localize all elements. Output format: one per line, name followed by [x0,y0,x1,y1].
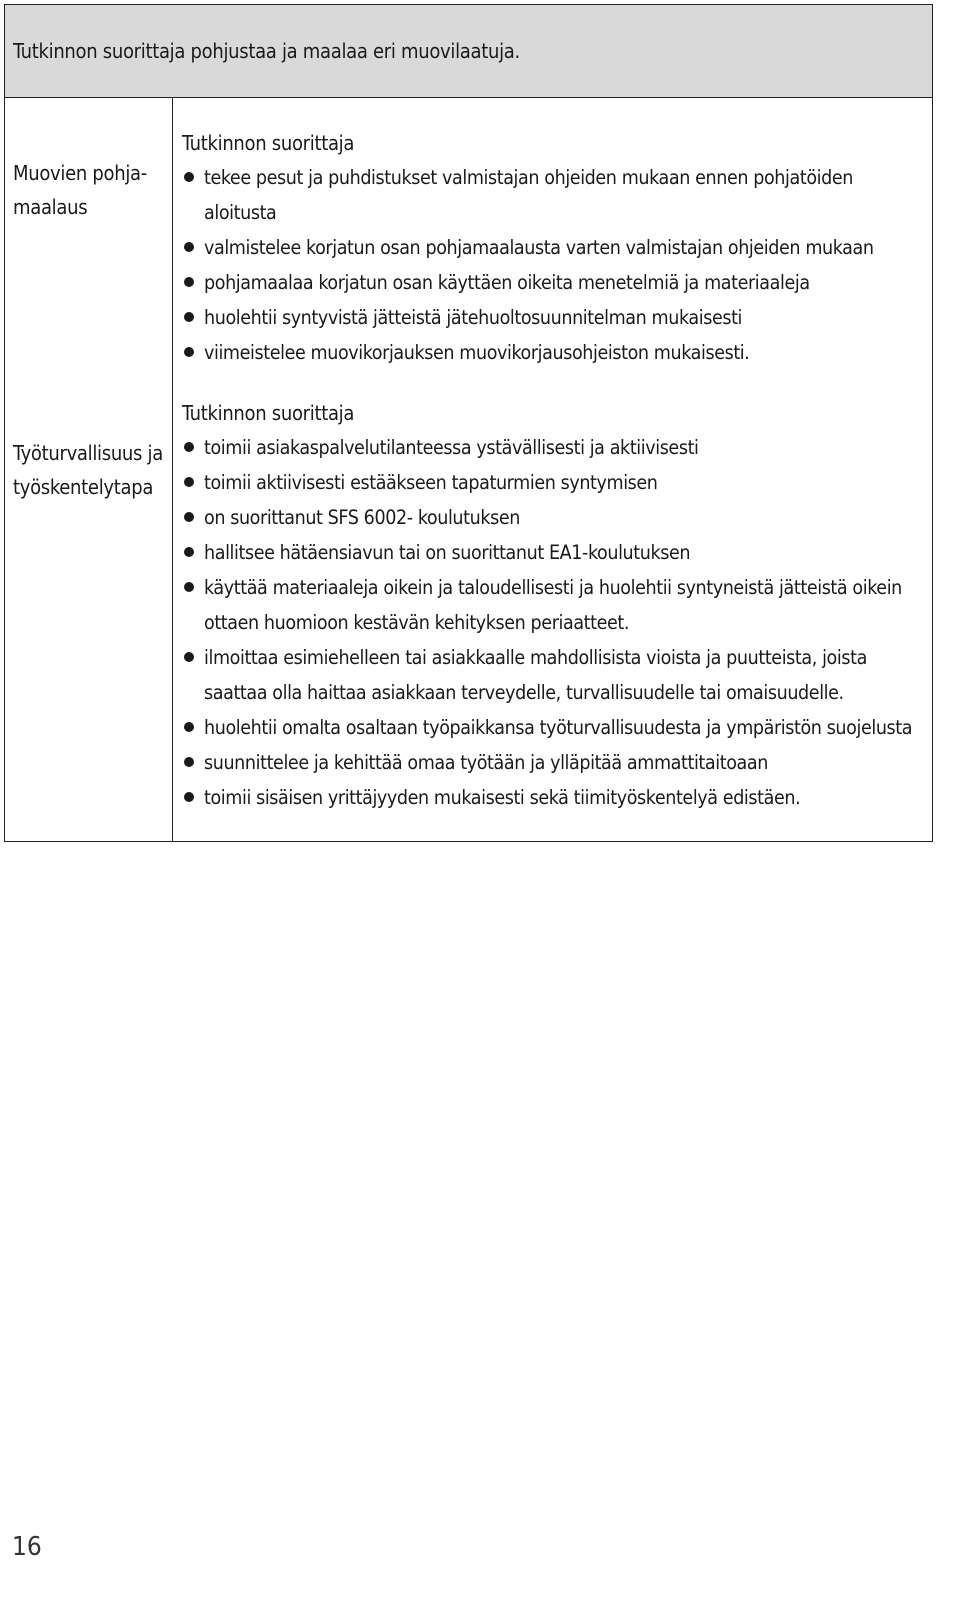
bullet-icon [184,172,194,182]
bullet-icon [184,277,194,287]
bullet-icon [184,312,194,322]
list-item: toimii sisäisen yrittäjyyden mukaisesti sekä tiimityöskentelyä edistäen. [182,780,926,815]
list-item: hallitsee hätäensiavun tai on suorittanut EA1-koulutuksen [182,535,926,570]
bullet-icon [184,652,194,662]
list-item: suunnittelee ja kehittää omaa työtään ja ylläpitää ammattitaitoaan [182,745,926,780]
list-item: toimii asiakaspalvelutilanteessa ystävällisesti ja aktiivisesti [182,430,926,465]
bullet-icon [184,442,194,452]
bullet-icon [184,792,194,802]
list-item: on suorittanut SFS 6002- koulutuksen [182,500,926,535]
list-item: viimeistelee muovikorjauksen muovikorjausohjeiston mukaisesti. [182,335,926,370]
bullet-icon [184,757,194,767]
section-label-primer-painting: Muovien pohja- maalaus [13,161,147,219]
criteria-list [182,430,926,815]
table-header-title: Tutkinnon suorittaja pohjustaa ja maalaa eri muovilaatuja. [13,39,520,63]
list-item: huolehtii syntyvistä jätteistä jätehuoltosuunnitelman mukaisesti [182,300,926,335]
assessment-target-column [5,98,173,841]
criteria-table [4,4,933,842]
list-item: käyttää materiaaleja oikein ja taloudellisesti ja huolehtii syntyneistä jätteistä oikein ottaen huomioon kestävän kehityksen periaatteet. [182,570,926,640]
section-label-work-safety: Työturvallisuus ja työskentelytapa [13,441,163,499]
bullet-icon [184,347,194,357]
bullet-icon [184,477,194,487]
page-number: 16 [12,1532,42,1562]
bullet-icon [184,582,194,592]
list-item: valmistelee korjatun osan pohjamaalausta varten valmistajan ohjeiden mukaan [182,230,926,265]
list-item: ilmoittaa esimiehelleen tai asiakkaalle mahdollisista vioista ja puutteista, joista saattaa olla haittaa asiakkaan terveydelle, turvallisuudelle tai omaisuudelle. [182,640,926,710]
criteria-column [173,98,932,841]
bullet-icon [184,242,194,252]
list-item: huolehtii omalta osaltaan työpaikkansa työturvallisuudesta ja ympäristön suojelusta [182,710,926,745]
section-title: Tutkinnon suorittaja [182,131,355,155]
section-work-safety [182,396,926,815]
table-header [5,5,932,98]
list-item: pohjamaalaa korjatun osan käyttäen oikeita menetelmiä ja materiaaleja [182,265,926,300]
section-title: Tutkinnon suorittaja [182,401,355,425]
bullet-icon [184,722,194,732]
section-primer-painting [182,126,926,370]
list-item: toimii aktiivisesti estääkseen tapaturmien syntymisen [182,465,926,500]
list-item: tekee pesut ja puhdistukset valmistajan ohjeiden mukaan ennen pohjatöiden aloitusta [182,160,926,230]
criteria-list [182,160,926,370]
table-body-row [5,98,932,841]
bullet-icon [184,547,194,557]
bullet-icon [184,512,194,522]
